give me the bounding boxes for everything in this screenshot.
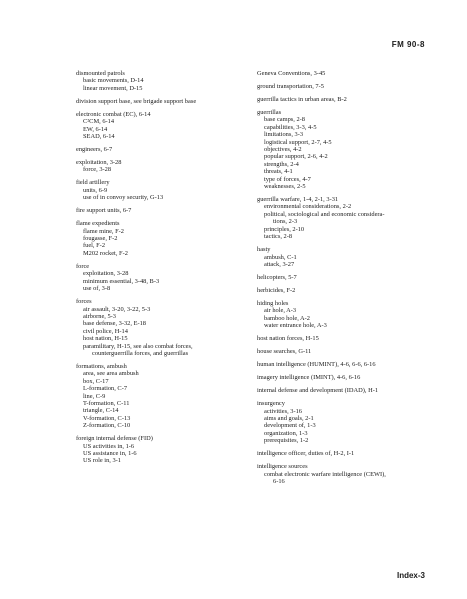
index-subentry: limitations, 3-3 (264, 131, 304, 139)
index-subentry: fougasse, F-2 (83, 235, 118, 243)
index-entry (257, 300, 435, 330)
index-entry-heading: herbicides, F-2 (257, 286, 296, 294)
index-subentry: T-formation, C-11 (83, 399, 130, 407)
index-entry-heading: house searches, G-11 (257, 348, 312, 356)
index-subentry: V-formation, C-13 (83, 414, 131, 422)
index-entry-heading: helicopters, 5-7 (257, 273, 297, 281)
index-entry-heading: ground transportation, 7-5 (257, 83, 324, 90)
index-subentry: C²CM, 6-14 (83, 118, 115, 126)
index-subentry: fuel, F-2 (83, 242, 106, 250)
index-entry-heading: guerrillas (257, 109, 282, 116)
index-subentry: development of, 1-3 (264, 422, 316, 430)
index-entry-heading: formations, ambush (76, 362, 127, 370)
index-entry (76, 159, 251, 174)
index-entry-heading: electronic combat (EC), 6-14 (76, 110, 151, 118)
index-subentry: capabilities, 3-3, 4-5 (264, 123, 317, 131)
index-subentry: weaknesses, 2-5 (264, 183, 306, 191)
index-entry-heading: exploitation, 3-28 (76, 159, 122, 167)
index-entry (257, 83, 435, 90)
index-subentry: SEAD, 6-14 (83, 133, 115, 141)
index-subentry: 6-16 (273, 477, 285, 485)
index-entry-heading: foreign internal defense (FID) (76, 435, 153, 443)
index-entry-heading: forces (76, 298, 92, 306)
index-subentry: popular support, 2-6, 4-2 (264, 153, 328, 161)
index-entry-heading: intelligence sources (257, 463, 308, 471)
index-subentry: environmental considerations, 2-2 (264, 203, 352, 211)
index-entry-heading: intelligence officer, duties of, H-2, I-1 (257, 450, 355, 458)
index-subentry: bamboo hole, A-2 (264, 314, 310, 322)
index-subentry: organization, 1-3 (264, 429, 308, 437)
index-entry-heading: guerrilla tactics in urban areas, B-2 (257, 96, 347, 103)
index-entry-heading: force (76, 262, 90, 270)
index-entry (257, 387, 435, 394)
index-subentry: US assistance in, 1-6 (83, 450, 137, 457)
index-subentry: minimum essential, 3-48, B-3 (83, 277, 160, 285)
index-subentry: tactics, 2-8 (264, 233, 293, 241)
index-subentry: airborne, 5-3 (83, 312, 117, 320)
index-subentry: host nation, H-15 (83, 335, 128, 343)
index-entry (257, 96, 435, 103)
index-subentry: base camps, 2-8 (264, 116, 305, 124)
index-entry (257, 196, 435, 240)
index-entry (76, 263, 251, 293)
index-entry-heading: dismounted patrols (76, 70, 125, 77)
index-entry (257, 361, 435, 368)
index-subentry: flame mine, F-2 (83, 227, 124, 235)
index-subentry: line, C-9 (83, 392, 106, 400)
index-entry (257, 450, 435, 457)
index-entry (257, 400, 435, 444)
index-subentry: principles, 2-10 (264, 225, 305, 233)
index-subentry: triangle, C-14 (83, 407, 119, 415)
index-subentry: L-formation, C-7 (83, 385, 128, 393)
index-subentry: aims and goals, 2-1 (264, 414, 314, 422)
index-entry (257, 70, 435, 77)
index-entry (76, 70, 251, 92)
index-entry (76, 179, 251, 201)
index-subentry: US activities in, 1-6 (83, 442, 135, 450)
index-entry-heading: Geneva Conventions, 3-45 (257, 70, 326, 77)
index-entry (76, 363, 251, 430)
index-entry-heading: flame expedients (76, 220, 120, 228)
index-entry-heading: guerrilla warfare, 1-4, 2-1, 3-31 (257, 196, 339, 204)
index-subentry: basic movements, D-14 (83, 77, 144, 85)
index-subentry: strengths, 2-4 (264, 160, 299, 168)
index-entry (76, 435, 251, 465)
index-entry (257, 348, 435, 355)
index-entry-heading: field artillery (76, 179, 110, 187)
index-subentry: tions, 2-3 (273, 218, 298, 226)
index-entry (257, 374, 435, 381)
index-subentry: activities, 3-16 (264, 407, 302, 415)
index-subentry: M202 rocket, F-2 (83, 249, 128, 257)
index-subentry: force, 3-28 (83, 166, 112, 174)
page-header: FM 90-8 (391, 40, 425, 49)
index-subentry: attack, 3-27 (264, 260, 295, 268)
index-subentry: type of forces, 4-7 (264, 175, 311, 183)
index-subentry: Z-formation, C-10 (83, 422, 131, 430)
index-entry-heading: human intelligence (HUMINT), 4-6, 6-6, 6-16 (257, 361, 376, 369)
index-entry (76, 111, 251, 141)
index-subentry: EW, 6-14 (83, 125, 108, 133)
index-entry-heading: hiding holes (257, 299, 289, 307)
index-entry (257, 246, 435, 268)
index-subentry: counterguerrilla forces, and guerrillas (92, 349, 189, 357)
index-column-right (257, 70, 435, 491)
index-subentry: water entrance hole, A-3 (264, 322, 327, 330)
index-subentry: combat electronic warfare intelligence (CEWI), (264, 470, 386, 478)
index-subentry: objectives, 4-2 (264, 146, 302, 154)
index-entry-heading: internal defense and development (IDAD), H-1 (257, 387, 379, 395)
index-subentry: area, see area ambush (83, 370, 139, 378)
index-subentry: ambush, C-1 (264, 253, 297, 261)
index-entry-heading: host nation forces, H-15 (257, 335, 319, 343)
index-subentry: threats, 4-1 (264, 168, 293, 176)
index-entry (76, 98, 251, 105)
index-subentry: prerequisites, 1-2 (264, 437, 309, 445)
index-entry (257, 463, 435, 485)
index-subentry: use of in convoy security, G-13 (83, 194, 164, 202)
index-column-left (76, 70, 251, 470)
index-entry-heading: hasty (257, 246, 271, 254)
index-subentry: base defense, 3-32, E-18 (83, 320, 146, 328)
page-footer: Index-3 (396, 571, 425, 580)
index-subentry: exploitation, 3-28 (83, 270, 129, 278)
index-subentry: units, 6-9 (83, 186, 108, 194)
index-entry (257, 335, 435, 342)
index-entry-heading: division support base, see brigade support base (76, 97, 197, 105)
index-subentry: civil police, H-14 (83, 327, 128, 335)
index-subentry: linear movement, D-15 (83, 84, 143, 92)
index-entry-heading: imagery intelligence (IMINT), 4-6, 6-16 (257, 374, 361, 382)
index-subentry: logistical support, 2-7, 4-5 (264, 138, 332, 146)
index-entry (257, 109, 435, 190)
index-subentry: use of, 3-8 (83, 285, 111, 293)
index-entry-heading: fire support units, 6-7 (76, 207, 132, 215)
index-entry (76, 298, 251, 357)
index-entry (257, 287, 435, 294)
index-subentry: political, sociological and economic considera- (264, 210, 385, 218)
index-entry (76, 220, 251, 257)
index-subentry: paramilitary, H-15, see also combat forces, (83, 342, 193, 350)
index-subentry: air hole, A-3 (264, 307, 297, 315)
index-entry (76, 207, 251, 214)
index-subentry: box, C-17 (83, 377, 109, 385)
index-subentry: US role in, 3-1 (83, 457, 121, 465)
index-entry (257, 274, 435, 281)
index-entry-heading: engineers, 6-7 (76, 146, 113, 154)
index-entry (76, 146, 251, 153)
index-entry-heading: insurgency (257, 400, 285, 408)
index-subentry: air assault, 3-20, 3-22, 5-3 (83, 305, 151, 313)
